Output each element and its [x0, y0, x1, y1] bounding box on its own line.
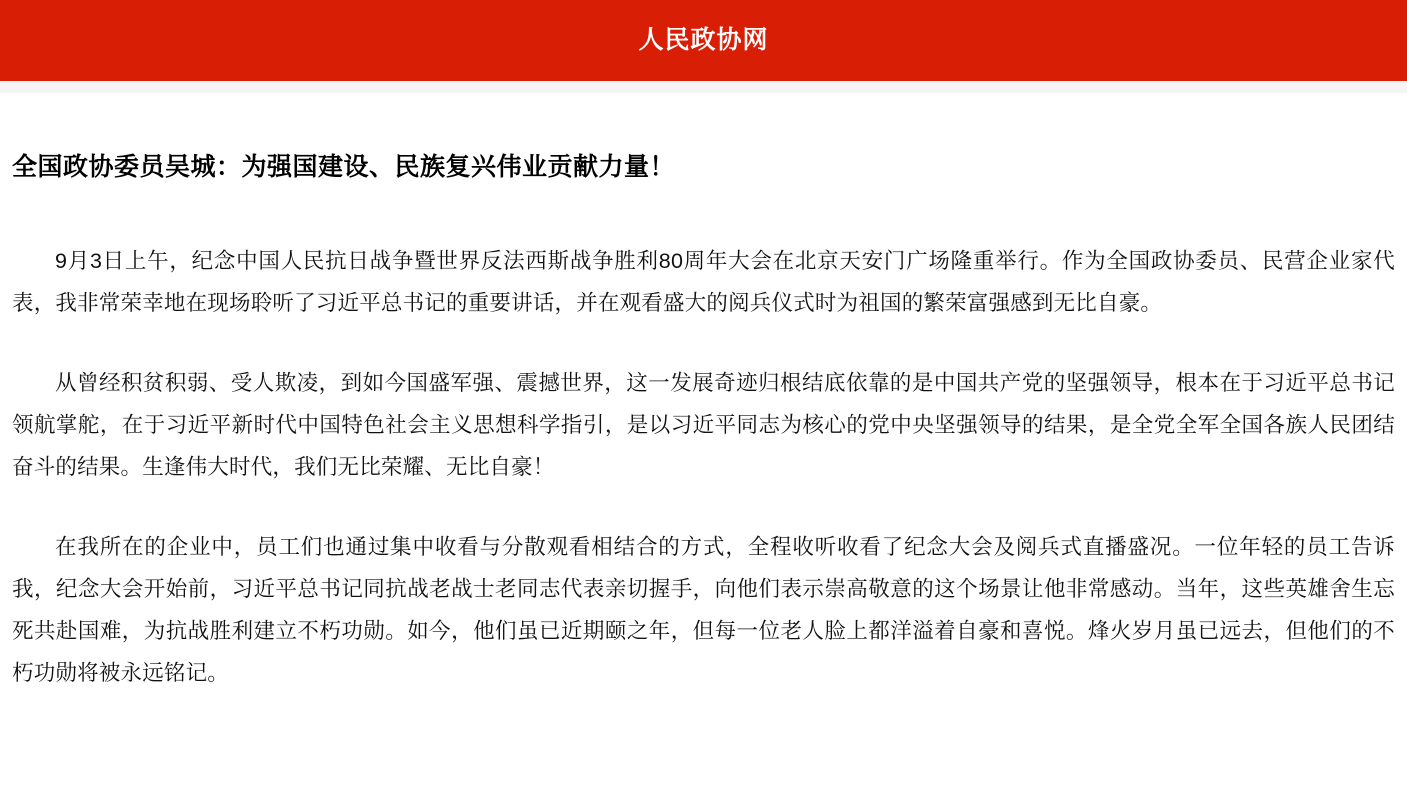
site-title: 人民政协网: [638, 26, 769, 54]
article-title: 全国政协委员吴城：为强国建设、民族复兴伟业贡献力量！: [12, 153, 676, 181]
article-paragraph: 在我所在的企业中，员工们也通过集中收看与分散观看相结合的方式，全程收听收看了纪念大会及阅兵式直播盛况。一位年轻的员工告诉我，纪念大会开始前，习近平总书记同抗战老战士老同志代表亲切握手，向他们表示崇高敬意的这个场景让他非常感动。当年，这些英雄舍生忘死共赴国难，为抗战胜利建立不朽功勋。如今，他们虽已近期颐之年，但每一位老人脸上都洋溢着自豪和喜悦。烽火岁月虽已远去，但他们的不朽功勋将被永远铭记。: [12, 534, 1395, 685]
article-body: [12, 240, 1395, 694]
article-paragraph: 从曾经积贫积弱、受人欺凌，到如今国盛军强、震撼世界，这一发展奇迹归根结底依靠的是中国共产党的坚强领导，根本在于习近平总书记领航掌舵，在于习近平新时代中国特色社会主义思想科学指引，是以习近平同志为核心的党中央坚强领导的结果，是全党全军全国各族人民团结奋斗的结果。生逢伟大时代，我们无比荣耀、无比自豪！: [12, 370, 1395, 479]
site-header: [0, 0, 1407, 81]
article-paragraph: 9月3日上午，纪念中国人民抗日战争暨世界反法西斯战争胜利80周年大会在北京天安门广场隆重举行。作为全国政协委员、民营企业家代表，我非常荣幸地在现场聆听了习近平总书记的重要讲话，并在观看盛大的阅兵仪式时为祖国的繁荣富强感到无比自豪。: [12, 248, 1395, 315]
header-divider-strip: [0, 81, 1407, 93]
article-container: [0, 93, 1407, 734]
